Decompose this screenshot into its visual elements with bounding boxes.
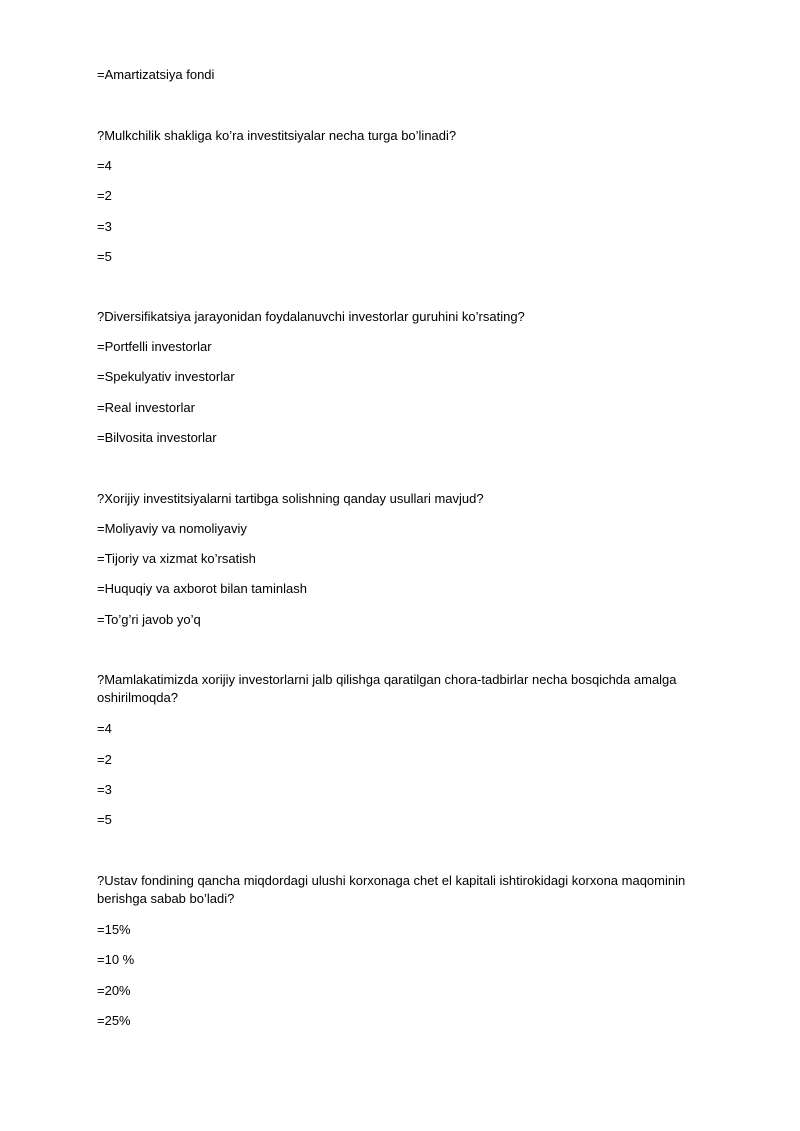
question-text: ?Xorijiy investitsiyalarni tartibga solishning qanday usullari mavjud? [97, 491, 484, 506]
answer-option: =Tijoriy va xizmat ko’rsatish [97, 551, 256, 566]
answer-option: =Moliyaviy va nomoliyaviy [97, 521, 247, 536]
question-text: ?Mulkchilik shakliga ko’ra investitsiyalar necha turga bo’linadi? [97, 128, 457, 143]
answer-option: =5 [97, 249, 112, 264]
question-text: ?Ustav fondining qancha miqdordagi ulushi korxonaga chet el kapitali ishtirokidagi korxona maqominin berishga sabab bo’ladi? [97, 873, 689, 906]
answer-option: =Bilvosita investorlar [97, 430, 217, 445]
answer-option: =15% [97, 922, 131, 937]
answer-option: =Portfelli investorlar [97, 339, 212, 354]
question-text: ?Mamlakatimizda xorijiy investorlarni jalb qilishga qaratilgan chora-tadbirlar necha bosqichda amalga oshirilmoqda? [97, 672, 681, 705]
answer-option: =3 [97, 782, 112, 797]
answer-option: =Real investorlar [97, 400, 195, 415]
answer-option: =2 [97, 188, 112, 203]
answer-option: =To’g’ri javob yo’q [97, 612, 201, 627]
answer-option: =5 [97, 812, 112, 827]
answer-option: =25% [97, 1013, 131, 1028]
answer-option: =3 [97, 219, 112, 234]
answer-option: =Huquqiy va axborot bilan taminlash [97, 581, 307, 596]
answer-option: =4 [97, 721, 112, 736]
answer-option: =4 [97, 158, 112, 173]
answer-option: =10 % [97, 952, 135, 967]
answer-option: =Spekulyativ investorlar [97, 369, 235, 384]
question-text: ?Diversifikatsiya jarayonidan foydalanuvchi investorlar guruhini ko’rsating? [97, 309, 525, 324]
answer-option: =20% [97, 983, 131, 998]
answer-option: =2 [97, 752, 112, 767]
answer-option: =Amartizatsiya fondi [97, 67, 215, 82]
